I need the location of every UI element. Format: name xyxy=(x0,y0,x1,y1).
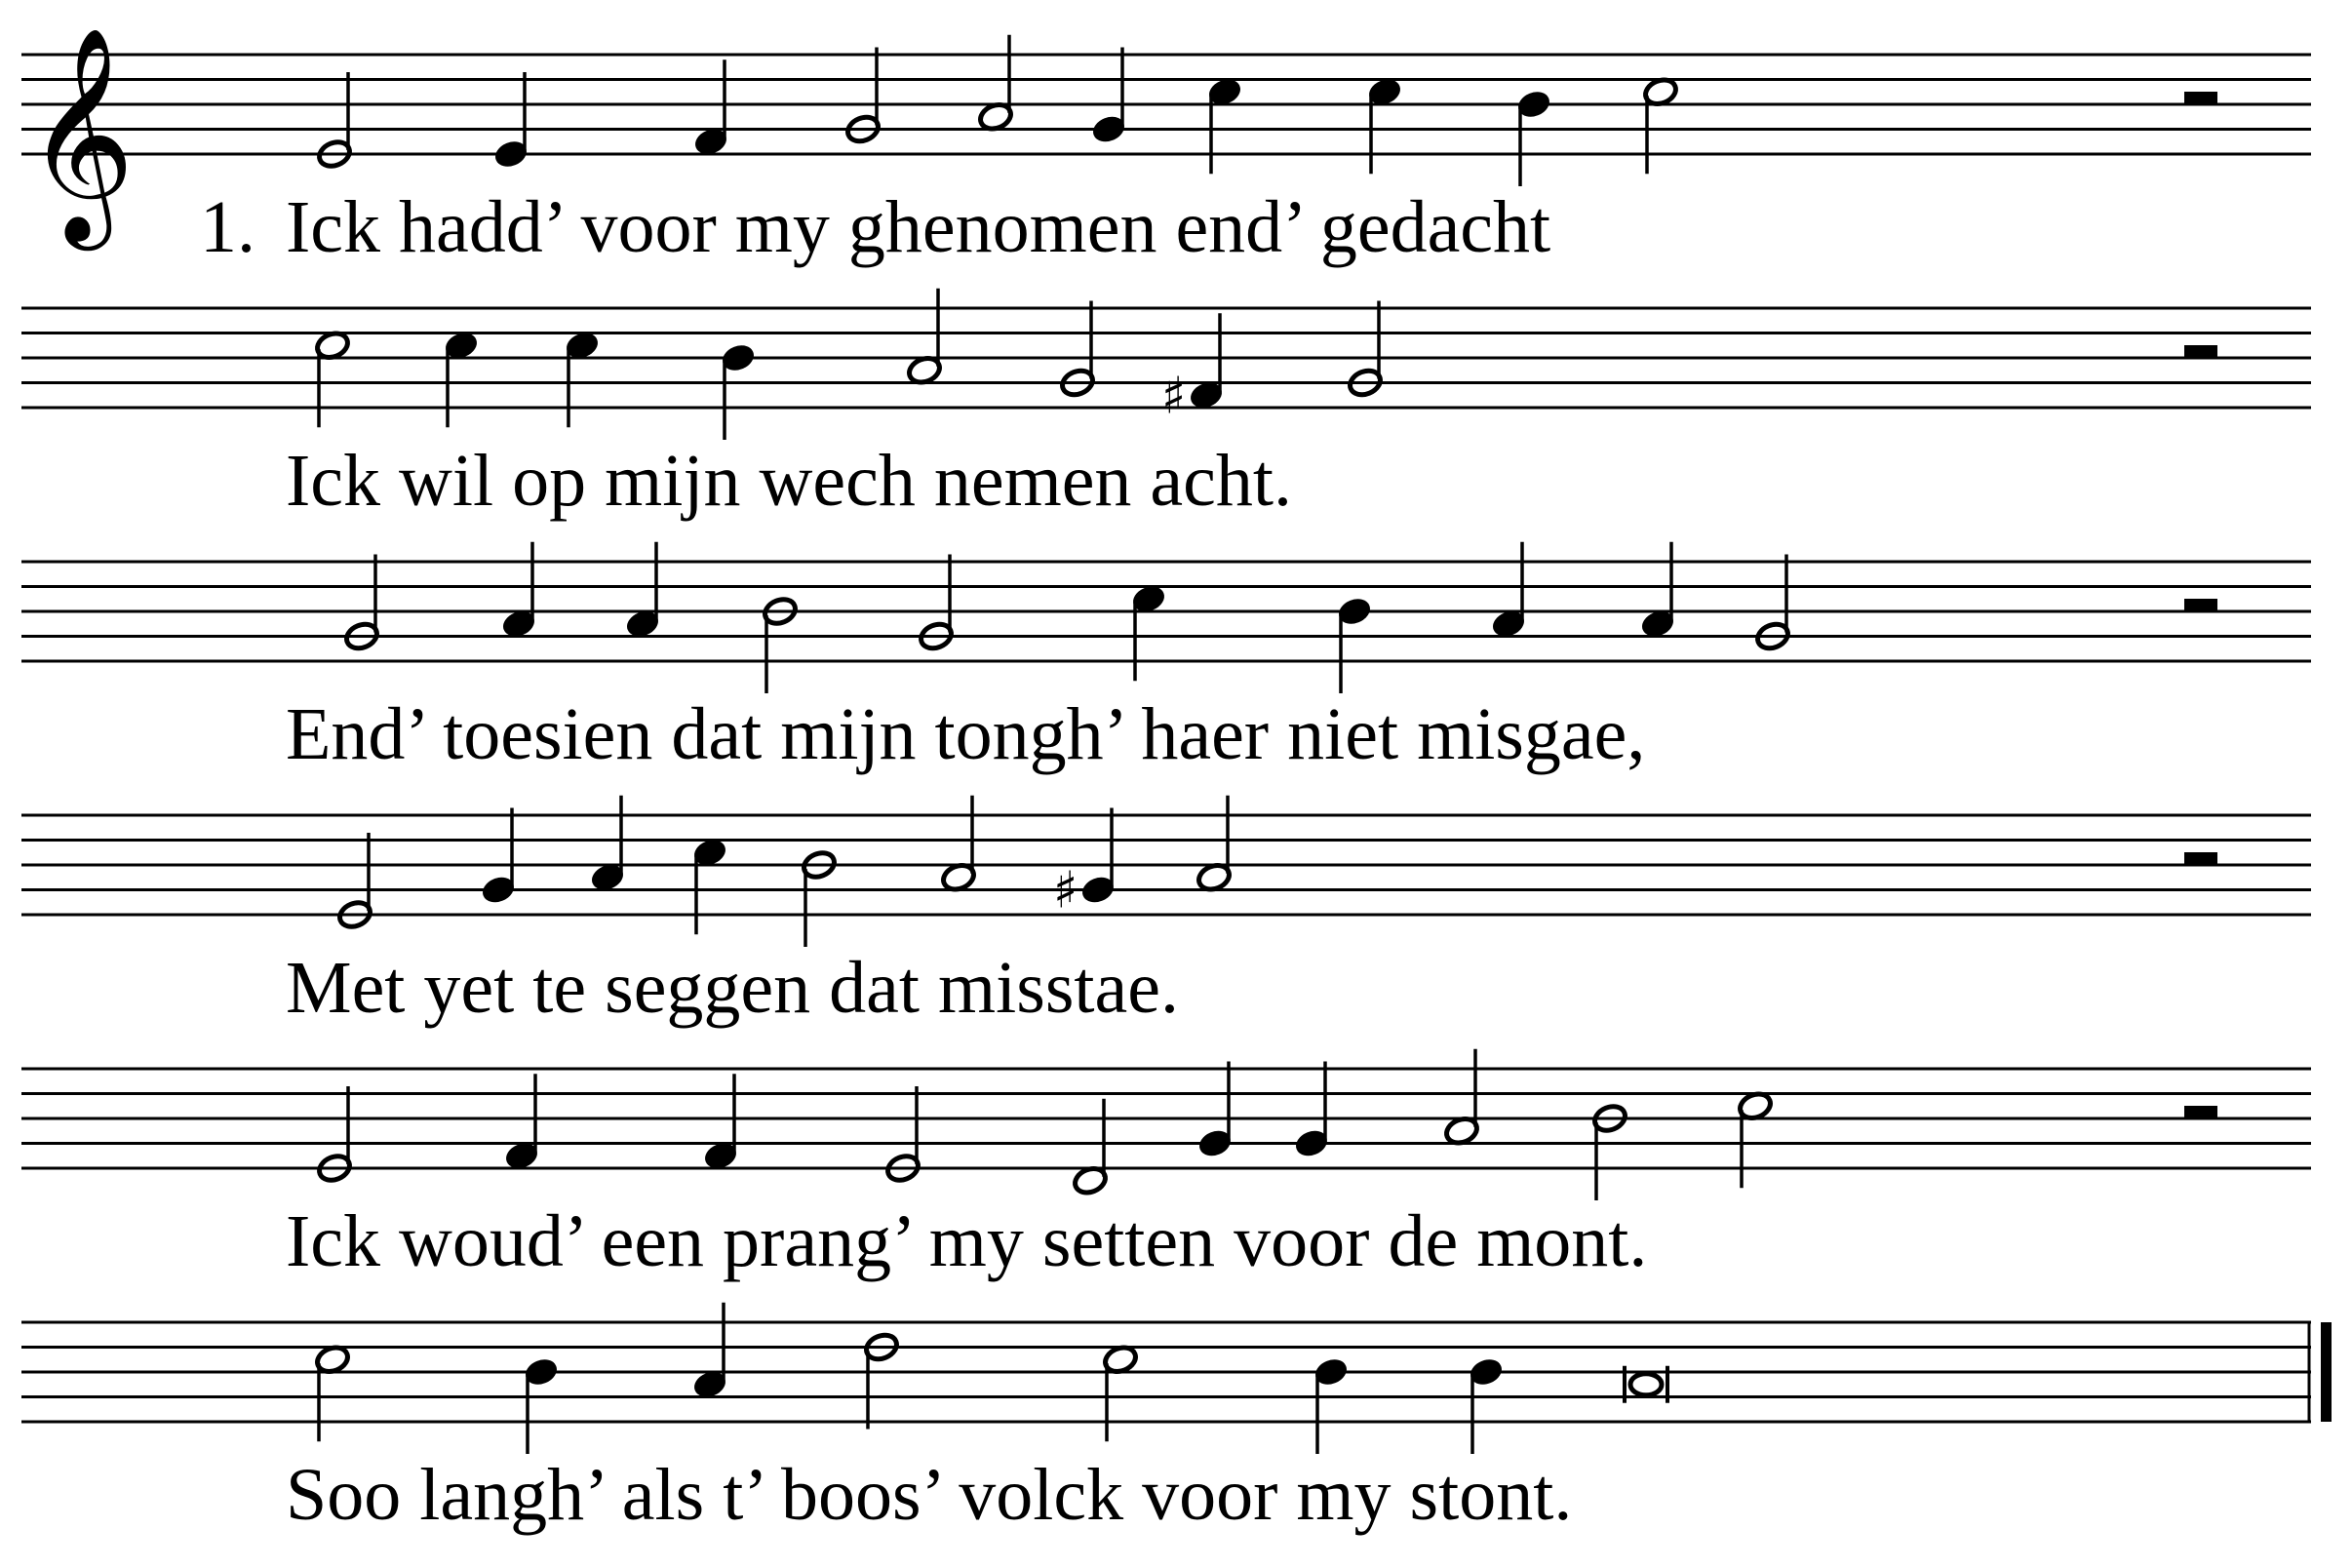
note-F4-quarter xyxy=(503,1074,540,1172)
note-C5-quarter xyxy=(1206,76,1243,175)
half-rest xyxy=(2184,852,2217,865)
note-A4-half xyxy=(977,35,1014,134)
half-rest xyxy=(2184,345,2217,358)
note-A4-half xyxy=(1196,796,1233,894)
half-rest xyxy=(2184,1106,2217,1118)
note-C5-half xyxy=(314,330,351,428)
note-E4-half xyxy=(316,1086,353,1185)
note-B4-half xyxy=(1591,1102,1628,1200)
note-G4-quarter xyxy=(480,808,517,907)
half-rest xyxy=(2184,599,2217,611)
note-D4-half xyxy=(1072,1099,1109,1197)
note-B4-quarter xyxy=(523,1355,560,1454)
lyric-line-1: Ick hadd’ voor my ghenomen end’ gedacht xyxy=(286,186,1551,268)
note-A4-quarter xyxy=(1639,542,1676,641)
note-C5-half xyxy=(314,1344,351,1442)
note-A4-quarter xyxy=(691,1303,728,1401)
note-A4-half xyxy=(906,289,943,387)
note-G4-half xyxy=(844,48,882,146)
note-C5-half xyxy=(1737,1090,1774,1189)
note-B4-quarter xyxy=(720,341,757,440)
note-C5-half xyxy=(1642,76,1679,175)
note-G4-half xyxy=(918,555,955,653)
lyric-line-3: End’ toesien dat mijn tongh’ haer niet misgae, xyxy=(286,693,1646,775)
note-B4-quarter xyxy=(1313,1355,1350,1454)
note-A4-quarter xyxy=(624,542,661,641)
note-E4-half xyxy=(884,1086,921,1185)
note-E4-quarter xyxy=(492,72,529,171)
note-B4-half xyxy=(762,595,799,693)
note-A4-half xyxy=(1443,1049,1480,1148)
note-B4-quarter xyxy=(1515,88,1552,186)
note-C5-half xyxy=(1102,1344,1139,1442)
note-C5-quarter xyxy=(564,330,601,428)
lyric-line-4: Met yet te seggen dat misstae. xyxy=(286,947,1179,1029)
note-B4-quarter xyxy=(1336,595,1373,693)
half-rest xyxy=(2184,92,2217,104)
note-E4-half xyxy=(316,72,353,171)
lyric-line-2: Ick wil op mijn wech nemen acht. xyxy=(286,440,1293,522)
note-G4-quarter xyxy=(1090,48,1127,146)
note-B4-half xyxy=(801,848,838,947)
note-D5-half xyxy=(863,1331,900,1430)
note-A4-quarter xyxy=(1490,542,1527,641)
note-C5-quarter xyxy=(691,837,728,935)
note-F4-quarter xyxy=(702,1074,739,1172)
sharp-icon: ♯ xyxy=(1161,367,1187,426)
lyric-line-5: Ick woud’ een prang’ my setten voor de mont. xyxy=(286,1200,1648,1282)
note-G4-half xyxy=(1059,301,1096,400)
note-G4-half xyxy=(1347,301,1384,400)
note-B4-quarter xyxy=(1468,1355,1505,1454)
treble-clef-icon: 𝄞 xyxy=(25,25,136,241)
note-C5-quarter xyxy=(443,330,480,428)
note-C5-quarter xyxy=(1130,583,1167,682)
note-G4-quarter xyxy=(1293,1062,1330,1160)
note-F4-quarter xyxy=(692,59,729,158)
note-A4-half xyxy=(940,796,977,894)
barline-thick xyxy=(2321,1322,2332,1422)
sharp-icon: ♯ xyxy=(1053,861,1078,921)
note-G4-half xyxy=(343,555,380,653)
note-G4-half xyxy=(1754,555,1791,653)
lyric-line-6: Soo langh’ als t’ boos’ volck voor my stont. xyxy=(286,1454,1573,1536)
note-G4-quarter xyxy=(1196,1062,1234,1160)
note-C5-quarter xyxy=(1366,76,1403,175)
note-A4-quarter xyxy=(589,796,626,894)
note-A4-quarter xyxy=(500,542,537,641)
verse-number: 1. xyxy=(200,186,255,268)
note-E4-half xyxy=(336,833,373,931)
